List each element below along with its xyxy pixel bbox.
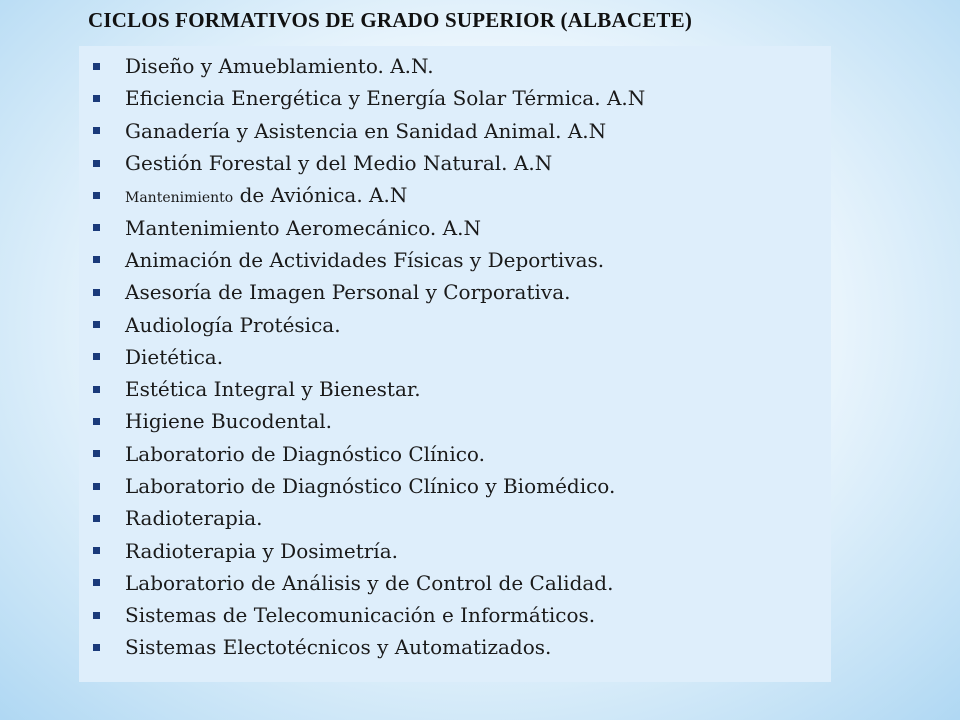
course-name: Diseño y Amueblamiento. A.N. [125, 54, 434, 79]
square-bullet-icon [93, 95, 100, 102]
course-name: Animación de Actividades Físicas y Deportivas. [125, 247, 605, 272]
course-name: Eficiencia Energética y Energía Solar Térmica. A.N [125, 86, 646, 111]
list-item [89, 115, 645, 147]
square-bullet-icon [93, 321, 100, 328]
list-item [89, 631, 645, 663]
course-name: Estética Integral y Bienestar. [125, 377, 421, 402]
list-item [89, 341, 645, 373]
list-item [89, 244, 645, 276]
course-name: Radioterapia y Dosimetría. [125, 538, 398, 563]
square-bullet-icon [93, 418, 100, 425]
list-item [89, 599, 645, 631]
list-item [89, 50, 645, 82]
square-bullet-icon [93, 386, 100, 393]
course-name: Laboratorio de Diagnóstico Clínico y Biomédico. [125, 474, 616, 498]
square-bullet-icon [93, 289, 100, 296]
square-bullet-icon [93, 63, 100, 70]
square-bullet-icon [93, 579, 100, 586]
content-box [79, 46, 831, 682]
course-name: Audiología Protésica. [125, 312, 341, 337]
list-item [89, 438, 645, 470]
slide-title: CICLOS FORMATIVOS DE GRADO SUPERIOR (ALBACETE) [88, 8, 693, 32]
square-bullet-icon [93, 256, 100, 263]
list-item [89, 276, 645, 308]
square-bullet-icon [93, 353, 100, 360]
list-item [89, 502, 645, 534]
course-name: Mantenimiento Aeromecánico. A.N [125, 215, 481, 240]
list-item [89, 308, 645, 340]
course-name: Asesoría de Imagen Personal y Corporativa. [125, 280, 571, 305]
course-name: Sistemas Electotécnicos y Automatizados. [125, 635, 552, 660]
square-bullet-icon [93, 127, 100, 134]
list-item [89, 211, 645, 243]
course-name: Ganadería y Asistencia en Sanidad Animal. A.N [125, 118, 607, 143]
course-name: Laboratorio de Análisis y de Control de Calidad. [125, 570, 614, 595]
list-item [89, 82, 645, 114]
list-item [89, 373, 645, 405]
square-bullet-icon [93, 612, 100, 619]
square-bullet-icon [93, 160, 100, 167]
course-name: Higiene Bucodental. [125, 409, 333, 434]
square-bullet-icon [93, 547, 100, 554]
square-bullet-icon [93, 483, 100, 490]
list-item [89, 405, 645, 437]
list-item [89, 147, 645, 179]
course-name-rest: de Aviónica. A.N [233, 183, 408, 208]
square-bullet-icon [93, 450, 100, 457]
square-bullet-icon [93, 224, 100, 231]
square-bullet-icon [93, 644, 100, 651]
course-name: Dietética. [125, 344, 224, 369]
list-item [89, 179, 645, 211]
list-item [89, 567, 645, 599]
list-item [89, 470, 645, 502]
course-name: Sistemas de Telecomunicación e Informáticos. [125, 603, 596, 628]
course-name [125, 183, 408, 208]
course-name: Laboratorio de Diagnóstico Clínico. [125, 441, 485, 466]
list-item [89, 534, 645, 566]
course-name: Radioterapia. [125, 506, 263, 531]
course-list [89, 50, 645, 664]
square-bullet-icon [93, 192, 100, 199]
course-name: Gestión Forestal y del Medio Natural. A.N [125, 151, 553, 176]
course-name-prefix: Mantenimiento [125, 190, 234, 207]
square-bullet-icon [93, 515, 100, 522]
